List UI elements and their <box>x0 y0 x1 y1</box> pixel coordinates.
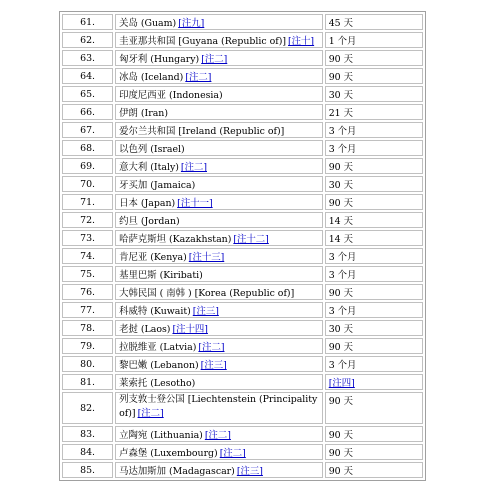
country-name: 冰岛 (Iceland) <box>119 72 184 83</box>
country-cell <box>115 284 323 300</box>
row-number: 83. <box>62 426 113 442</box>
country-name: 牙买加 (Jamaica) <box>119 180 196 191</box>
table-row <box>62 374 423 390</box>
footnote-link[interactable]: [注二] <box>201 54 228 65</box>
country-name: 日本 (Japan) <box>119 198 176 209</box>
footnote-link[interactable]: [注二] <box>198 342 225 353</box>
stay-duration-cell: 3 个月 <box>325 302 423 318</box>
country-cell <box>115 32 323 48</box>
row-number: 84. <box>62 444 113 460</box>
stay-duration-cell: 90 天 <box>325 392 423 424</box>
row-number: 66. <box>62 104 113 120</box>
row-number: 61. <box>62 14 113 30</box>
row-number: 74. <box>62 248 113 264</box>
footnote-link[interactable]: [注十一] <box>177 198 213 209</box>
row-number: 82. <box>62 392 113 424</box>
country-name: 莱索托 (Lesotho) <box>119 378 196 389</box>
stay-duration-cell: 14 天 <box>325 230 423 246</box>
country-cell <box>115 50 323 66</box>
footnote-link[interactable]: [注九] <box>178 18 205 29</box>
stay-duration-cell: 3 个月 <box>325 140 423 156</box>
table-row <box>62 266 423 282</box>
row-number: 71. <box>62 194 113 210</box>
country-cell <box>115 230 323 246</box>
country-cell <box>115 320 323 336</box>
footnote-link[interactable]: [注二] <box>204 430 231 441</box>
footnote-link[interactable]: [注四] <box>328 378 355 389</box>
stay-duration-cell: 90 天 <box>325 338 423 354</box>
table-row <box>62 444 423 460</box>
country-name: 黎巴嫩 (Lebanon) <box>119 360 199 371</box>
row-number: 63. <box>62 50 113 66</box>
table-body <box>62 14 423 478</box>
country-name: 关岛 (Guam) <box>119 18 177 29</box>
country-name: 老挝 (Laos) <box>119 324 171 335</box>
country-name: 匈牙利 (Hungary) <box>119 54 200 65</box>
stay-duration-cell: 90 天 <box>325 426 423 442</box>
country-cell <box>115 212 323 228</box>
country-cell <box>115 158 323 174</box>
country-cell <box>115 104 323 120</box>
row-number: 80. <box>62 356 113 372</box>
stay-duration-cell: 3 个月 <box>325 356 423 372</box>
country-name: 基里巴斯 (Kiribati) <box>119 270 203 281</box>
country-name: 卢森堡 (Luxembourg) <box>119 448 218 459</box>
table-row <box>62 32 423 48</box>
row-number: 62. <box>62 32 113 48</box>
row-number: 77. <box>62 302 113 318</box>
country-name: 列支敦士登公国 [Liechtenstein (Principality of)] <box>119 394 318 419</box>
footnote-link[interactable]: [注十三] <box>188 252 225 263</box>
stay-duration-cell: 45 天 <box>325 14 423 30</box>
country-cell <box>115 374 323 390</box>
country-cell <box>115 266 323 282</box>
row-number: 72. <box>62 212 113 228</box>
country-name: 意大利 (Italy) <box>119 162 179 173</box>
stay-duration-cell: 1 个月 <box>325 32 423 48</box>
stay-duration-cell: 30 天 <box>325 176 423 192</box>
country-name: 马达加斯加 (Madagascar) <box>119 466 235 477</box>
country-cell <box>115 86 323 102</box>
table-row <box>62 320 423 336</box>
row-number: 67. <box>62 122 113 138</box>
stay-duration-cell: 90 天 <box>325 444 423 460</box>
country-name: 拉脱维亚 (Latvia) <box>119 342 197 353</box>
country-cell <box>115 392 323 424</box>
row-number: 81. <box>62 374 113 390</box>
table-row <box>62 104 423 120</box>
table-row <box>62 392 423 424</box>
table-row <box>62 462 423 478</box>
country-cell <box>115 68 323 84</box>
table-row <box>62 86 423 102</box>
table-row <box>62 302 423 318</box>
table-row <box>62 194 423 210</box>
country-cell <box>115 176 323 192</box>
table-row <box>62 68 423 84</box>
country-name: 约旦 (Jordan) <box>119 216 180 227</box>
country-name: 以色列 (Israel) <box>119 144 185 155</box>
country-name: 爱尔兰共和国 [Ireland (Republic of)] <box>119 126 285 137</box>
country-name: 大韩民国 ( 南韩 ) [Korea (Republic of)] <box>119 288 295 299</box>
footnote-link[interactable]: [注三] <box>192 306 219 317</box>
row-number: 65. <box>62 86 113 102</box>
row-number: 85. <box>62 462 113 478</box>
footnote-link[interactable]: [注二] <box>180 162 207 173</box>
row-number: 76. <box>62 284 113 300</box>
table-row <box>62 356 423 372</box>
country-cell <box>115 338 323 354</box>
footnote-link[interactable]: [注二] <box>185 72 212 83</box>
row-number: 68. <box>62 140 113 156</box>
footnote-link[interactable]: [注三] <box>200 360 227 371</box>
country-name: 哈萨克斯坦 (Kazakhstan) <box>119 234 232 245</box>
table-row <box>62 338 423 354</box>
stay-duration-cell: 30 天 <box>325 86 423 102</box>
country-cell <box>115 14 323 30</box>
table-row <box>62 176 423 192</box>
country-cell <box>115 426 323 442</box>
table-row <box>62 426 423 442</box>
table-row <box>62 122 423 138</box>
table-row <box>62 284 423 300</box>
table-row <box>62 212 423 228</box>
country-name: 肯尼亚 (Kenya) <box>119 252 187 263</box>
row-number: 73. <box>62 230 113 246</box>
country-name: 印度尼西亚 (Indonesia) <box>119 90 223 101</box>
country-name: 立陶宛 (Lithuania) <box>119 430 203 441</box>
table-row <box>62 140 423 156</box>
country-name: 圭亚那共和国 [Guyana (Republic of)] <box>119 36 287 47</box>
stay-duration-cell: 14 天 <box>325 212 423 228</box>
footnote-link[interactable]: [注十] <box>288 36 315 47</box>
row-number: 69. <box>62 158 113 174</box>
country-name: 伊朗 (Iran) <box>119 108 168 119</box>
footnote-link[interactable]: [注二] <box>137 408 164 419</box>
row-number: 75. <box>62 266 113 282</box>
stay-duration-cell <box>325 374 423 390</box>
footnote-link[interactable]: [注二] <box>219 448 246 459</box>
country-cell <box>115 302 323 318</box>
table-row <box>62 14 423 30</box>
country-name: 科威特 (Kuwait) <box>119 306 191 317</box>
row-number: 78. <box>62 320 113 336</box>
country-cell <box>115 444 323 460</box>
country-cell <box>115 140 323 156</box>
country-cell <box>115 356 323 372</box>
stay-duration-cell: 90 天 <box>325 68 423 84</box>
stay-duration-cell: 30 天 <box>325 320 423 336</box>
footnote-link[interactable]: [注十二] <box>233 234 269 245</box>
row-number: 70. <box>62 176 113 192</box>
visa-free-countries-table <box>59 11 426 481</box>
stay-duration-cell: 90 天 <box>325 462 423 478</box>
stay-duration-cell: 3 个月 <box>325 122 423 138</box>
table-row <box>62 50 423 66</box>
stay-duration-cell: 21 天 <box>325 104 423 120</box>
stay-duration-cell: 90 天 <box>325 194 423 210</box>
stay-duration-cell: 90 天 <box>325 284 423 300</box>
row-number: 79. <box>62 338 113 354</box>
country-cell <box>115 248 323 264</box>
stay-duration-cell: 3 个月 <box>325 266 423 282</box>
stay-duration-cell: 90 天 <box>325 158 423 174</box>
table-row <box>62 248 423 264</box>
country-cell <box>115 462 323 478</box>
row-number: 64. <box>62 68 113 84</box>
footnote-link[interactable]: [注十四] <box>172 324 208 335</box>
table-row <box>62 230 423 246</box>
stay-duration-cell: 90 天 <box>325 50 423 66</box>
table-row <box>62 158 423 174</box>
country-cell <box>115 194 323 210</box>
footnote-link[interactable]: [注三] <box>236 466 263 477</box>
country-cell <box>115 122 323 138</box>
stay-duration-cell: 3 个月 <box>325 248 423 264</box>
